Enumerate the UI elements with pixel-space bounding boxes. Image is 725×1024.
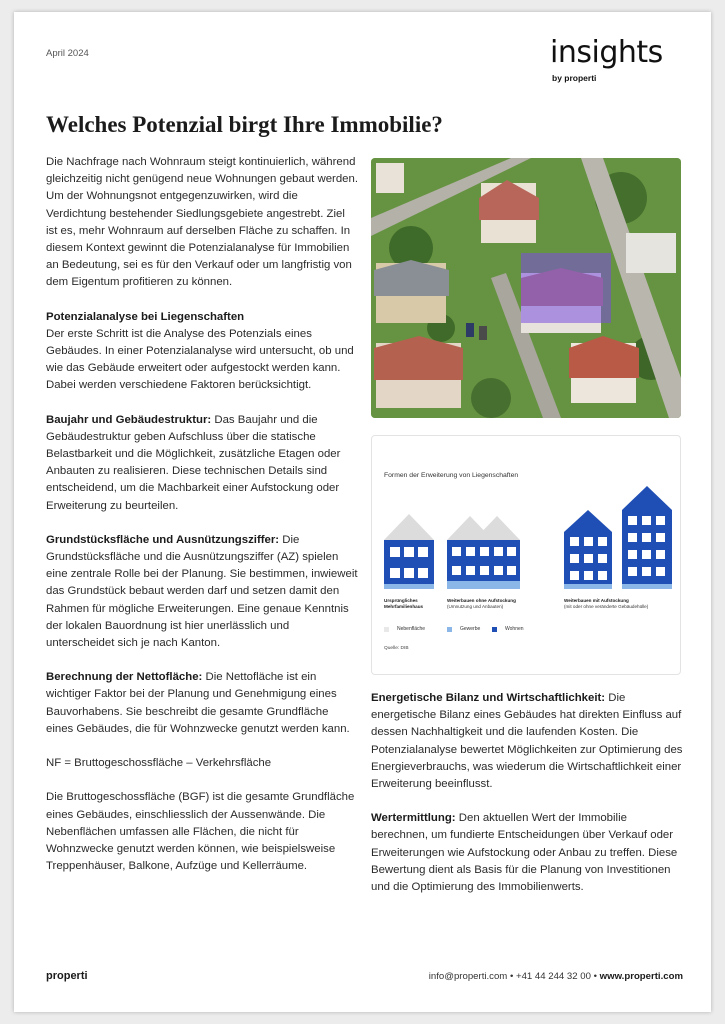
footer-separator: • <box>507 971 516 982</box>
section-energie <box>371 690 683 793</box>
legend-swatch <box>384 627 389 632</box>
section-text: Die Nettofläche ist ein wichtiger Faktor bei der Planung und Genehmigung eines Bauvorhabens. Sie beschreibt die gesamte Grundfläche eines Gebäudes, die für Wohnzwecke genutzt werden kann. <box>46 671 350 735</box>
section-lead: Baujahr und Gebäudestruktur: <box>46 413 212 426</box>
expansion-chart <box>371 435 681 675</box>
section-grundstueck <box>46 532 358 652</box>
section-bgf: Die Bruttogeschossfläche (BGF) ist die gesamte Grundfläche eines Gebäudes, einschliesslich der Aussenwände. Die Nebenflächen umfassen alle Flächen, die nicht für Wohnzwecke genutzt werden können, wie beispielsweise Treppenhäuser, Balkone, Aufzüge und Kellerräume. <box>46 791 355 873</box>
footer-phone[interactable]: +41 44 244 32 00 <box>515 971 591 982</box>
section-text: Die energetische Bilanz eines Gebäudes hat direkten Einfluss auf dessen Nachhaltigkeit und die laufenden Kosten. Die Potenzialanalyse bewertet Möglichkeiten zur Optimierung des Energieverbrauchs, was wiederum die Wirtschaftlichkeit einer Erweiterung beeinflusst. <box>371 692 683 791</box>
section-text: Das Baujahr und die Gebäudestruktur geben Aufschluss über die statische Belastbarkeit und die Möglichkeit, zusätzliche Etagen oder Anbauten zu realisieren. Diese technischen Details sind entscheidend, um die Machbarkeit einer Aufstockung oder Erweiterung zu beurteilen. <box>46 413 341 512</box>
section-text: Den aktuellen Wert der Immobilie berechnen, um fundierte Entscheidungen über Verkauf oder Erweiterungen wie Aufstockung oder Anbau zu treffen. Diese Bewertung dient als Basis für die Planung von Investitionen und die Optimierung des Immobilienwerts. <box>371 812 678 894</box>
section-potenzialanalyse <box>46 309 358 395</box>
label-original: Ursprüngliches Mehrfamilienhaus <box>384 598 424 609</box>
right-column <box>371 690 683 913</box>
logo-byline: by properti <box>552 73 597 83</box>
section-heading: Potenzialanalyse bei Liegenschaften <box>46 310 245 323</box>
left-column <box>46 154 358 892</box>
label-extension: Weiterbauen ohne Aufstockung (Umnutzung und Anbauten) <box>447 598 516 609</box>
footer-contact <box>429 971 683 982</box>
section-lead: Berechnung der Nettofläche: <box>46 671 203 684</box>
legend-item-wohnen: Wohnen <box>492 626 524 632</box>
legend-item-nebenflaeche: Nebenfläche <box>384 626 425 632</box>
footer-website-link[interactable]: www.properti.com <box>599 971 683 982</box>
footer-brand: properti <box>46 970 88 982</box>
chart-source: Quelle: DIB <box>384 646 409 651</box>
footer-email-link[interactable]: info@properti.com <box>428 971 508 982</box>
section-lead: Wertermittlung: <box>371 812 456 825</box>
logo-wordmark: insights <box>550 35 663 70</box>
formula: NF = Bruttogeschossfläche – Verkehrsfläche <box>46 757 272 770</box>
section-lead: Grundstücksfläche und Ausnützungsziffer: <box>46 533 280 546</box>
document-page <box>14 12 711 1012</box>
section-nettoflaeche <box>46 669 358 738</box>
section-baujahr <box>46 412 358 515</box>
page-title: Welches Potenzial birgt Ihre Immobilie? <box>46 112 443 137</box>
building-raising <box>564 486 672 589</box>
legend-item-gewerbe: Gewerbe <box>447 626 480 632</box>
section-text: Der erste Schritt ist die Analyse des Potenzials eines Gebäudes. In einer Potenzialanalyse wird untersucht, ob und wie das Gebäude erweitert oder aufgestockt werden kann. Dabei werden verschiedene Faktoren berücksichtigt. <box>46 327 354 392</box>
insights-logo <box>550 35 663 83</box>
label-raising: Weiterbauen mit Aufstockung (mit oder ohne veränderte Gebäudehülle) <box>564 598 649 609</box>
publication-date: April 2024 <box>46 48 89 59</box>
legend-swatch <box>447 627 452 632</box>
building-original <box>384 514 434 589</box>
section-lead: Energetische Bilanz und Wirtschaftlichkeit: <box>371 692 606 704</box>
section-wertermittlung <box>371 810 683 896</box>
aerial-photo <box>371 158 681 418</box>
building-extension <box>447 516 520 589</box>
section-text: Die Grundstücksfläche und die Ausnützungsziffer (AZ) spielen eine zentrale Rolle bei der Planung. Sie bestimmen, inwieweit das Grundstück bebaut werden darf und setzen damit den Rahmen für mögliche Erweiterungen. Eine genaue Kenntnis der lokalen Bauordnung ist hier unerlässlich und unterscheidet sich je nach Kanton. <box>46 533 358 650</box>
chart-title: Formen der Erweiterung von Liegenschaften <box>384 472 519 479</box>
legend-swatch <box>492 627 497 632</box>
intro-paragraph: Die Nachfrage nach Wohnraum steigt kontinuierlich, während gleichzeitig nicht genügend neue Wohnungen gebaut werden. Um der Wohnungsnot entgegenzuwirken, wird die Verdichtung bestehender Siedlungsgebiete angestrebt. Ziel ist es, mehr Wohnraum auf derselben Fläche zu schaffen. In diesem Kontext gewinnt die Potenzialanalyse für Immobilien an Bedeutung, sei es für den Verkauf oder um langfristig von dem Eigentum profitieren zu können. <box>46 156 359 289</box>
footer-separator: • <box>590 971 600 982</box>
